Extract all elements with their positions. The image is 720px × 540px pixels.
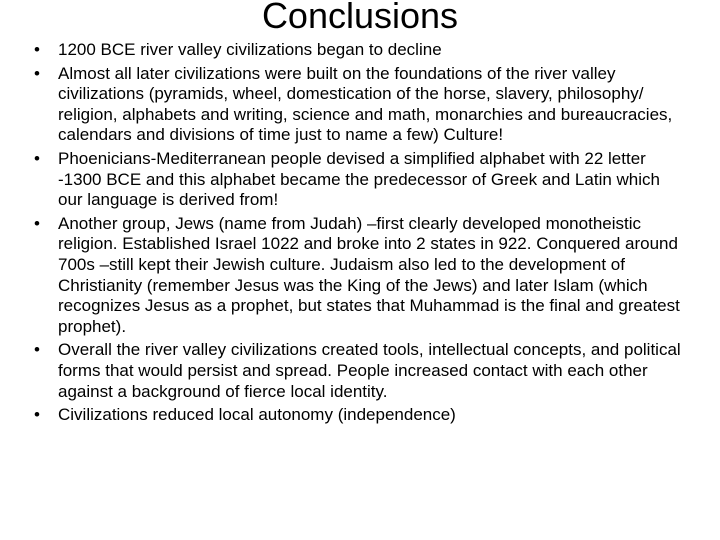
bullet-marker: • (34, 340, 40, 360)
bullet-item (34, 149, 684, 211)
bullet-text: 1200 BCE river valley civilizations began to decline (58, 40, 442, 59)
bullet-marker: • (34, 40, 40, 59)
bullet-item (34, 40, 684, 61)
bullet-item (34, 64, 684, 146)
bullet-text: Another group, Jews (name from Judah) –first clearly developed monotheistic religion. Established Israel 1022 and broke into 2 states in 922. Conquered around 700s –still kept their Jewish culture. Judaism also led to the development of Christianity (remember Jesus was the King of the Jews) and later Islam (which recognizes Jesus as a prophet, but states that Muhammad is the final and greatest prophet). (58, 213, 680, 336)
bullet-item (34, 340, 684, 402)
bullet-marker: • (34, 405, 40, 425)
bullet-marker: • (34, 63, 40, 83)
bullet-text: Almost all later civilizations were built on the foundations of the river valley civilizations (pyramids, wheel, domestication of the horse, slavery, philosophy/ religion, alphabets and writing, science and math, monarchies and bureaucracies, calendars and divisions of time just to name a few) Culture! (58, 63, 673, 145)
bullet-marker: • (34, 148, 40, 168)
bullet-text: Overall the river valley civilizations created tools, intellectual concepts, and political forms that would persist and spread. People increased contact with each other against a background of fierce local identity. (58, 340, 681, 401)
slide-title: Conclusions (261, 0, 459, 36)
bullet-item (34, 214, 684, 338)
bullet-text: Phoenicians-Mediterranean people devised a simplified alphabet with 22 letter -1300 BCE and this alphabet became the predecessor of Greek and Latin which our language is derived from! (58, 148, 660, 210)
bullet-list (34, 40, 684, 429)
bullet-text: Civilizations reduced local autonomy (independence) (58, 405, 456, 425)
bullet-item (34, 405, 684, 426)
bullet-marker: • (34, 213, 40, 233)
